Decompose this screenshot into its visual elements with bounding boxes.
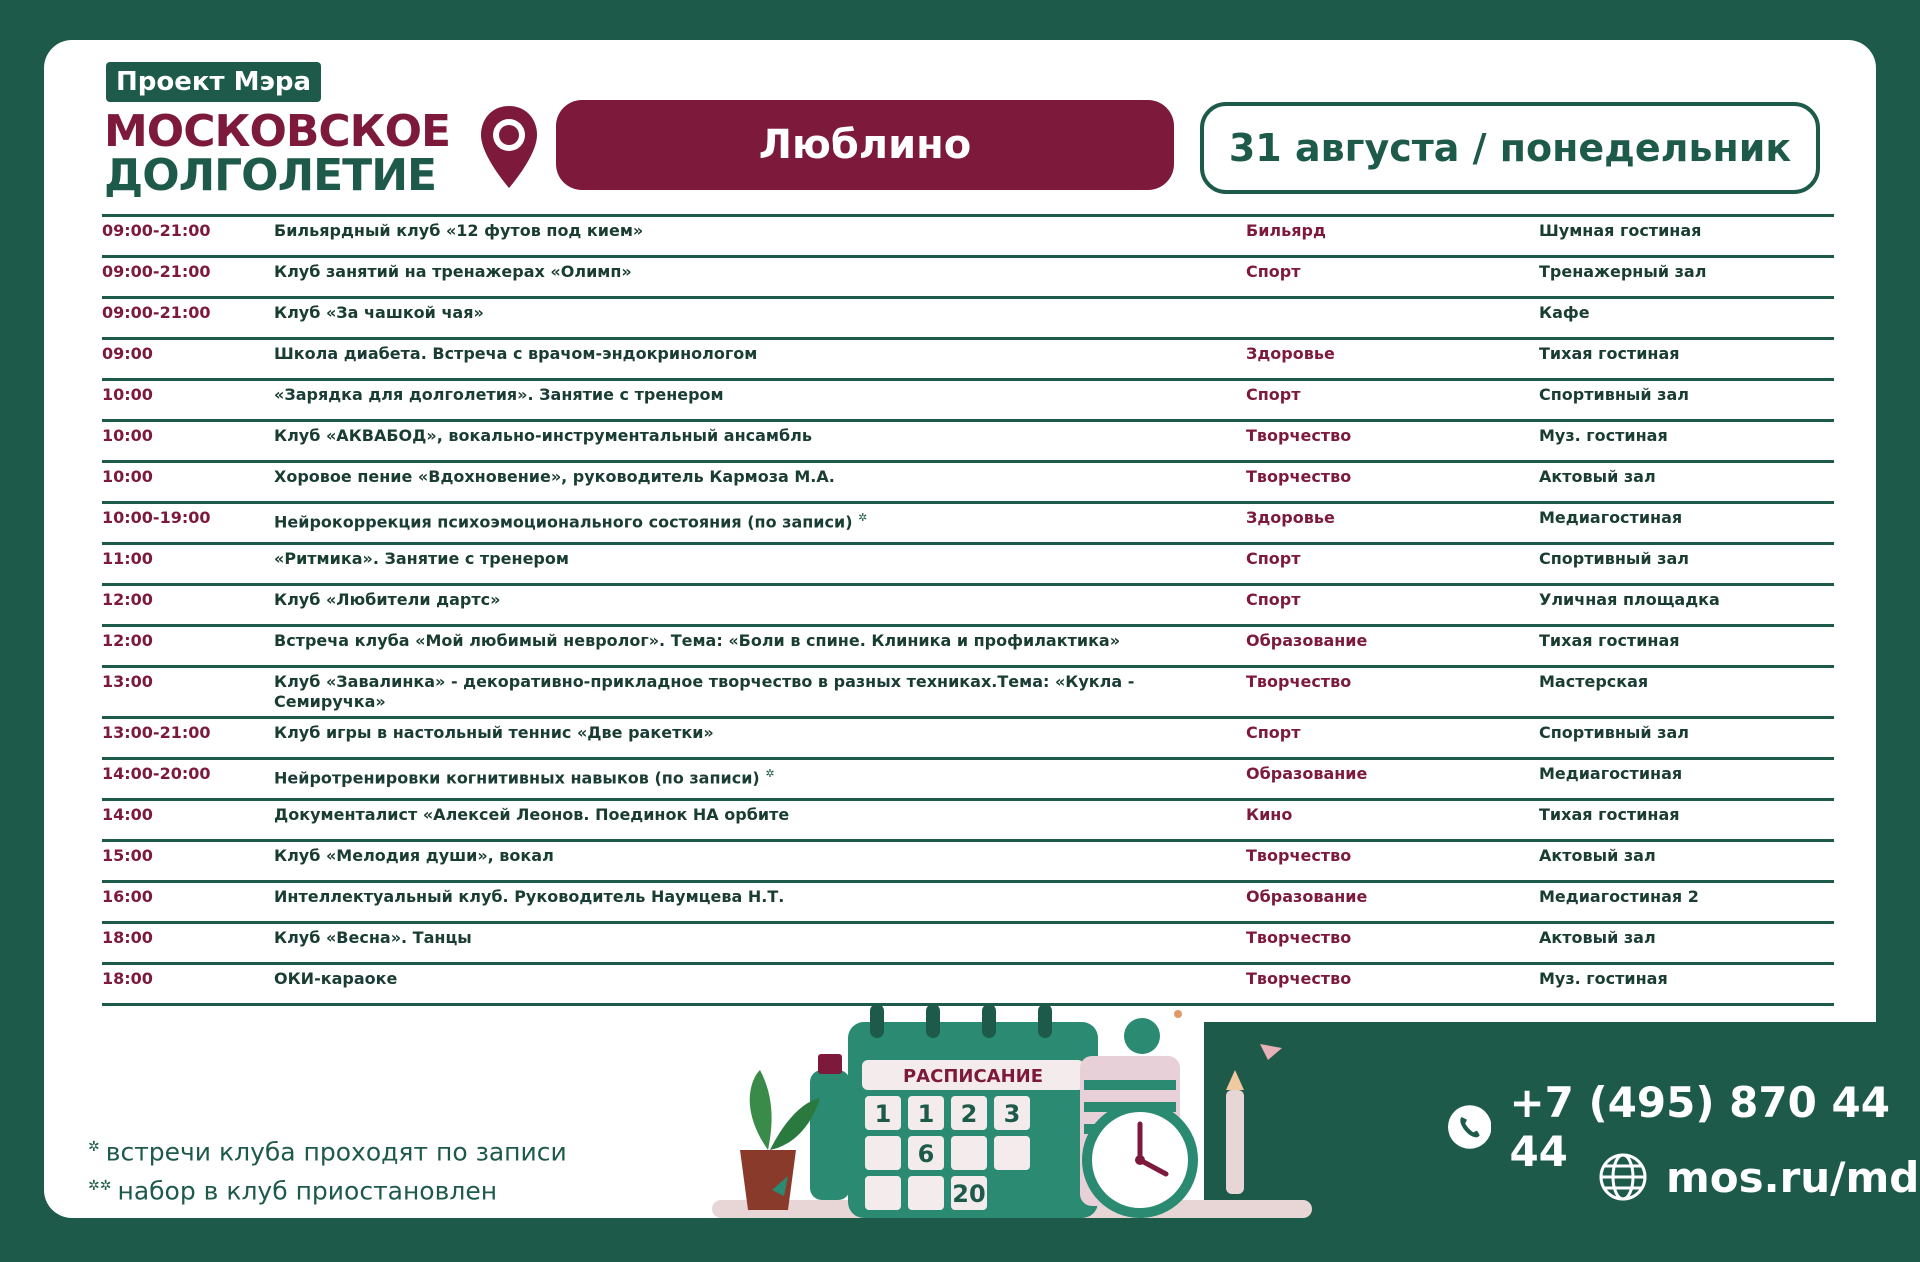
event-category-text: Творчество — [1246, 467, 1352, 486]
event-time-text: 10:00 — [102, 426, 153, 445]
event-category-text: Творчество — [1246, 672, 1352, 691]
event-title-text: «Ритмика». Занятие с тренером — [274, 549, 569, 568]
schedule-illustration — [700, 990, 1320, 1230]
event-room-text: Муз. гостиная — [1539, 426, 1668, 445]
event-time-text: 13:00 — [102, 672, 153, 691]
footnote-1-text: встречи клуба проходят по записи — [105, 1137, 567, 1167]
event-title — [274, 381, 1246, 409]
event-category-text: Кино — [1246, 805, 1293, 824]
event-time-text: 14:00-20:00 — [102, 764, 211, 783]
event-room — [1539, 883, 1834, 911]
event-time — [102, 760, 274, 788]
footnote-2-text: набор в клуб приостановлен — [117, 1176, 498, 1206]
event-title — [274, 801, 1246, 829]
event-room — [1539, 586, 1834, 614]
event-title — [274, 586, 1246, 614]
event-category — [1246, 422, 1539, 450]
event-category — [1246, 760, 1539, 788]
event-category-text: Образование — [1246, 887, 1368, 906]
event-title — [274, 883, 1246, 911]
schedule-row — [102, 880, 1834, 921]
event-room — [1539, 760, 1834, 788]
event-room-text: Актовый зал — [1539, 928, 1656, 947]
event-category-text: Здоровье — [1246, 344, 1335, 363]
footnote-2-mark: ✲✲ — [88, 1178, 112, 1195]
event-category-text: Образование — [1246, 631, 1368, 650]
event-time-text: 12:00 — [102, 631, 153, 650]
schedule-row — [102, 839, 1834, 880]
event-title — [274, 627, 1246, 655]
event-room — [1539, 504, 1834, 532]
event-title — [274, 965, 1246, 993]
event-category — [1246, 627, 1539, 655]
event-category-text: Спорт — [1246, 262, 1301, 281]
event-room — [1539, 381, 1834, 409]
event-category — [1246, 586, 1539, 614]
event-category-text: Спорт — [1246, 385, 1301, 404]
event-room — [1539, 719, 1834, 747]
phone-number[interactable]: +7 (495) 870 44 44 — [1509, 1078, 1890, 1176]
footnote-2 — [88, 1169, 567, 1208]
event-title — [274, 258, 1246, 286]
event-time-text: 12:00 — [102, 590, 153, 609]
event-title — [274, 924, 1246, 952]
event-room — [1539, 258, 1834, 286]
event-time-text: 09:00-21:00 — [102, 262, 211, 281]
event-time — [102, 883, 274, 911]
schedule-row — [102, 624, 1834, 665]
event-time-text: 16:00 — [102, 887, 153, 906]
event-time — [102, 258, 274, 286]
event-room-text: Медиагостиная 2 — [1539, 887, 1699, 906]
event-time — [102, 842, 274, 870]
event-title — [274, 422, 1246, 450]
illustration-label: РАСПИСАНИЕ — [902, 1066, 1044, 1087]
event-time — [102, 965, 274, 993]
event-time-text: 10:00 — [102, 385, 153, 404]
event-room-text: Медиагостиная — [1539, 508, 1683, 527]
event-time-text: 09:00-21:00 — [102, 221, 211, 240]
schedule-row — [102, 921, 1834, 962]
event-time-text: 15:00 — [102, 846, 153, 865]
event-room-text: Тихая гостиная — [1539, 631, 1680, 650]
footnote-1 — [88, 1130, 567, 1169]
event-room — [1539, 668, 1834, 696]
schedule-date: 31 августа / понедельник — [1200, 102, 1820, 194]
event-room — [1539, 801, 1834, 829]
event-time-text: 09:00-21:00 — [102, 303, 211, 322]
event-title-text: Клуб «Мелодия души», вокал — [274, 846, 554, 865]
schedule-row — [102, 583, 1834, 624]
schedule-row — [102, 665, 1834, 716]
event-room — [1539, 545, 1834, 573]
event-title-text: Клуб игры в настольный теннис «Две ракетки» — [274, 723, 714, 742]
event-room — [1539, 627, 1834, 655]
event-title-text: «Зарядка для долголетия». Занятие с тренером — [274, 385, 724, 404]
event-time — [102, 504, 274, 532]
event-time-text: 10:00 — [102, 467, 153, 486]
event-category — [1246, 381, 1539, 409]
event-time-text: 18:00 — [102, 969, 153, 988]
calendar-digit: 20 — [952, 1180, 986, 1208]
calendar-digit: 3 — [1003, 1100, 1021, 1128]
event-title-text: Клуб «За чашкой чая» — [274, 303, 484, 322]
event-title-text: ОКИ-караоке — [274, 969, 398, 988]
event-title — [274, 842, 1246, 870]
schedule-row — [102, 337, 1834, 378]
event-time — [102, 801, 274, 829]
event-title — [274, 504, 1246, 536]
event-category-text: Здоровье — [1246, 508, 1335, 527]
event-time-text: 13:00-21:00 — [102, 723, 211, 742]
event-title-text: Школа диабета. Встреча с врачом-эндокринологом — [274, 344, 758, 363]
event-room — [1539, 299, 1834, 327]
event-title-text: Документалист «Алексей Леонов. Поединок НА орбите — [274, 805, 790, 824]
event-room-text: Уличная площадка — [1539, 590, 1720, 609]
event-category — [1246, 668, 1539, 696]
phone-icon — [1448, 1103, 1491, 1151]
event-title-text: Хоровое пение «Вдохновение», руководитель Кармоза М.А. — [274, 467, 835, 486]
district-name: Люблино — [556, 100, 1174, 190]
logo-line-1: МОСКОВСКОЕ — [104, 106, 451, 157]
event-title-text: Бильярдный клуб «12 футов под кием» — [274, 221, 644, 240]
event-time-text: 14:00 — [102, 805, 153, 824]
schedule-row — [102, 460, 1834, 501]
event-time — [102, 299, 274, 327]
event-time-text: 11:00 — [102, 549, 153, 568]
event-time — [102, 668, 274, 696]
signup-mark: ✲ — [765, 767, 775, 780]
event-title-text: Клуб «Любители дартс» — [274, 590, 501, 609]
event-category — [1246, 801, 1539, 829]
event-category — [1246, 463, 1539, 491]
event-title-text: Клуб «Весна». Танцы — [274, 928, 472, 947]
event-title-text: Клуб «АКВАБОД», вокально-инструментальный ансамбль — [274, 426, 812, 445]
event-category-text: Спорт — [1246, 590, 1301, 609]
event-title — [274, 299, 1246, 327]
event-time-text: 18:00 — [102, 928, 153, 947]
schedule-row — [102, 798, 1834, 839]
schedule-row — [102, 501, 1834, 542]
event-title-text: Нейротренировки когнитивных навыков (по записи) — [274, 768, 760, 788]
event-time — [102, 719, 274, 747]
schedule-row — [102, 542, 1834, 583]
event-title — [274, 545, 1246, 573]
calendar-digit: 1 — [917, 1100, 935, 1128]
event-category-text: Творчество — [1246, 846, 1352, 865]
event-title — [274, 217, 1246, 245]
event-room-text: Шумная гостиная — [1539, 221, 1702, 240]
event-room-text: Актовый зал — [1539, 467, 1656, 486]
event-category — [1246, 340, 1539, 368]
event-room-text: Мастерская — [1539, 672, 1649, 691]
schedule-row — [102, 378, 1834, 419]
event-time-text: 10:00-19:00 — [102, 508, 211, 527]
event-room-text: Актовый зал — [1539, 846, 1656, 865]
signup-mark: ✲ — [858, 511, 868, 524]
event-room-text: Спортивный зал — [1539, 385, 1689, 404]
event-time — [102, 463, 274, 491]
event-room-text: Муз. гостиная — [1539, 969, 1668, 988]
event-time — [102, 586, 274, 614]
event-category — [1246, 504, 1539, 532]
event-time — [102, 422, 274, 450]
schedule-table — [102, 214, 1834, 1006]
schedule-row — [102, 419, 1834, 460]
event-time — [102, 627, 274, 655]
event-category-text: Творчество — [1246, 969, 1352, 988]
logo-line-2: ДОЛГОЛЕТИЕ — [104, 150, 437, 201]
event-room-text: Тихая гостиная — [1539, 805, 1680, 824]
event-room-text: Тихая гостиная — [1539, 344, 1680, 363]
event-time — [102, 924, 274, 952]
schedule-row — [102, 296, 1834, 337]
globe-icon — [1598, 1152, 1648, 1202]
footnotes — [88, 1130, 567, 1209]
location-pin-icon — [478, 104, 540, 190]
event-room-text: Тренажерный зал — [1539, 262, 1707, 281]
event-room — [1539, 340, 1834, 368]
event-category-text: Спорт — [1246, 549, 1301, 568]
event-time — [102, 217, 274, 245]
event-room — [1539, 422, 1834, 450]
event-time — [102, 340, 274, 368]
schedule-row — [102, 757, 1834, 798]
event-title — [274, 719, 1246, 747]
event-title-text: Нейрокоррекция психоэмоционального состояния (по записи) — [274, 512, 853, 532]
event-title-text: Интеллектуальный клуб. Руководитель Наумцева Н.Т. — [274, 887, 785, 906]
event-title-text: Встреча клуба «Мой любимый невролог». Тема: «Боли в спине. Клиника и профилактика» — [274, 631, 1121, 650]
event-category-text: Образование — [1246, 764, 1368, 783]
event-category — [1246, 965, 1539, 993]
calendar-digit: 1 — [874, 1100, 892, 1128]
event-title — [274, 760, 1246, 792]
calendar-digit: 6 — [917, 1140, 935, 1168]
event-category — [1246, 258, 1539, 286]
event-category — [1246, 924, 1539, 952]
schedule-row — [102, 716, 1834, 757]
event-room — [1539, 924, 1834, 952]
event-title-text: Клуб занятий на тренажерах «Олимп» — [274, 262, 632, 281]
event-time — [102, 381, 274, 409]
event-category — [1246, 299, 1539, 307]
event-room — [1539, 463, 1834, 491]
event-category — [1246, 217, 1539, 245]
event-room-text: Кафе — [1539, 303, 1590, 322]
schedule-row — [102, 214, 1834, 255]
event-room — [1539, 965, 1834, 993]
website-url[interactable]: mos.ru/md — [1666, 1152, 1920, 1202]
event-title-text: Клуб «Завалинка» - декоративно-прикладное творчество в разных техниках.Тема: «Кукла - Семиручка» — [274, 672, 1135, 711]
event-time — [102, 545, 274, 573]
event-room-text: Медиагостиная — [1539, 764, 1683, 783]
calendar-digit: 2 — [960, 1100, 978, 1128]
event-category — [1246, 842, 1539, 870]
website-contact — [1598, 1152, 1919, 1202]
event-category — [1246, 545, 1539, 573]
event-category-text: Творчество — [1246, 426, 1352, 445]
event-category — [1246, 719, 1539, 747]
event-category-text: Спорт — [1246, 723, 1301, 742]
footnote-1-mark: ✲ — [88, 1139, 100, 1155]
event-room-text: Спортивный зал — [1539, 723, 1689, 742]
schedule-row — [102, 255, 1834, 296]
event-category-text: Бильярд — [1246, 221, 1326, 240]
event-time-text: 09:00 — [102, 344, 153, 363]
event-category — [1246, 883, 1539, 911]
event-title — [274, 463, 1246, 491]
mayor-project-badge: Проект Мэра — [106, 62, 321, 102]
event-title — [274, 340, 1246, 368]
event-room-text: Спортивный зал — [1539, 549, 1689, 568]
event-title — [274, 668, 1246, 716]
event-room — [1539, 217, 1834, 245]
event-category-text: Творчество — [1246, 928, 1352, 947]
event-room — [1539, 842, 1834, 870]
